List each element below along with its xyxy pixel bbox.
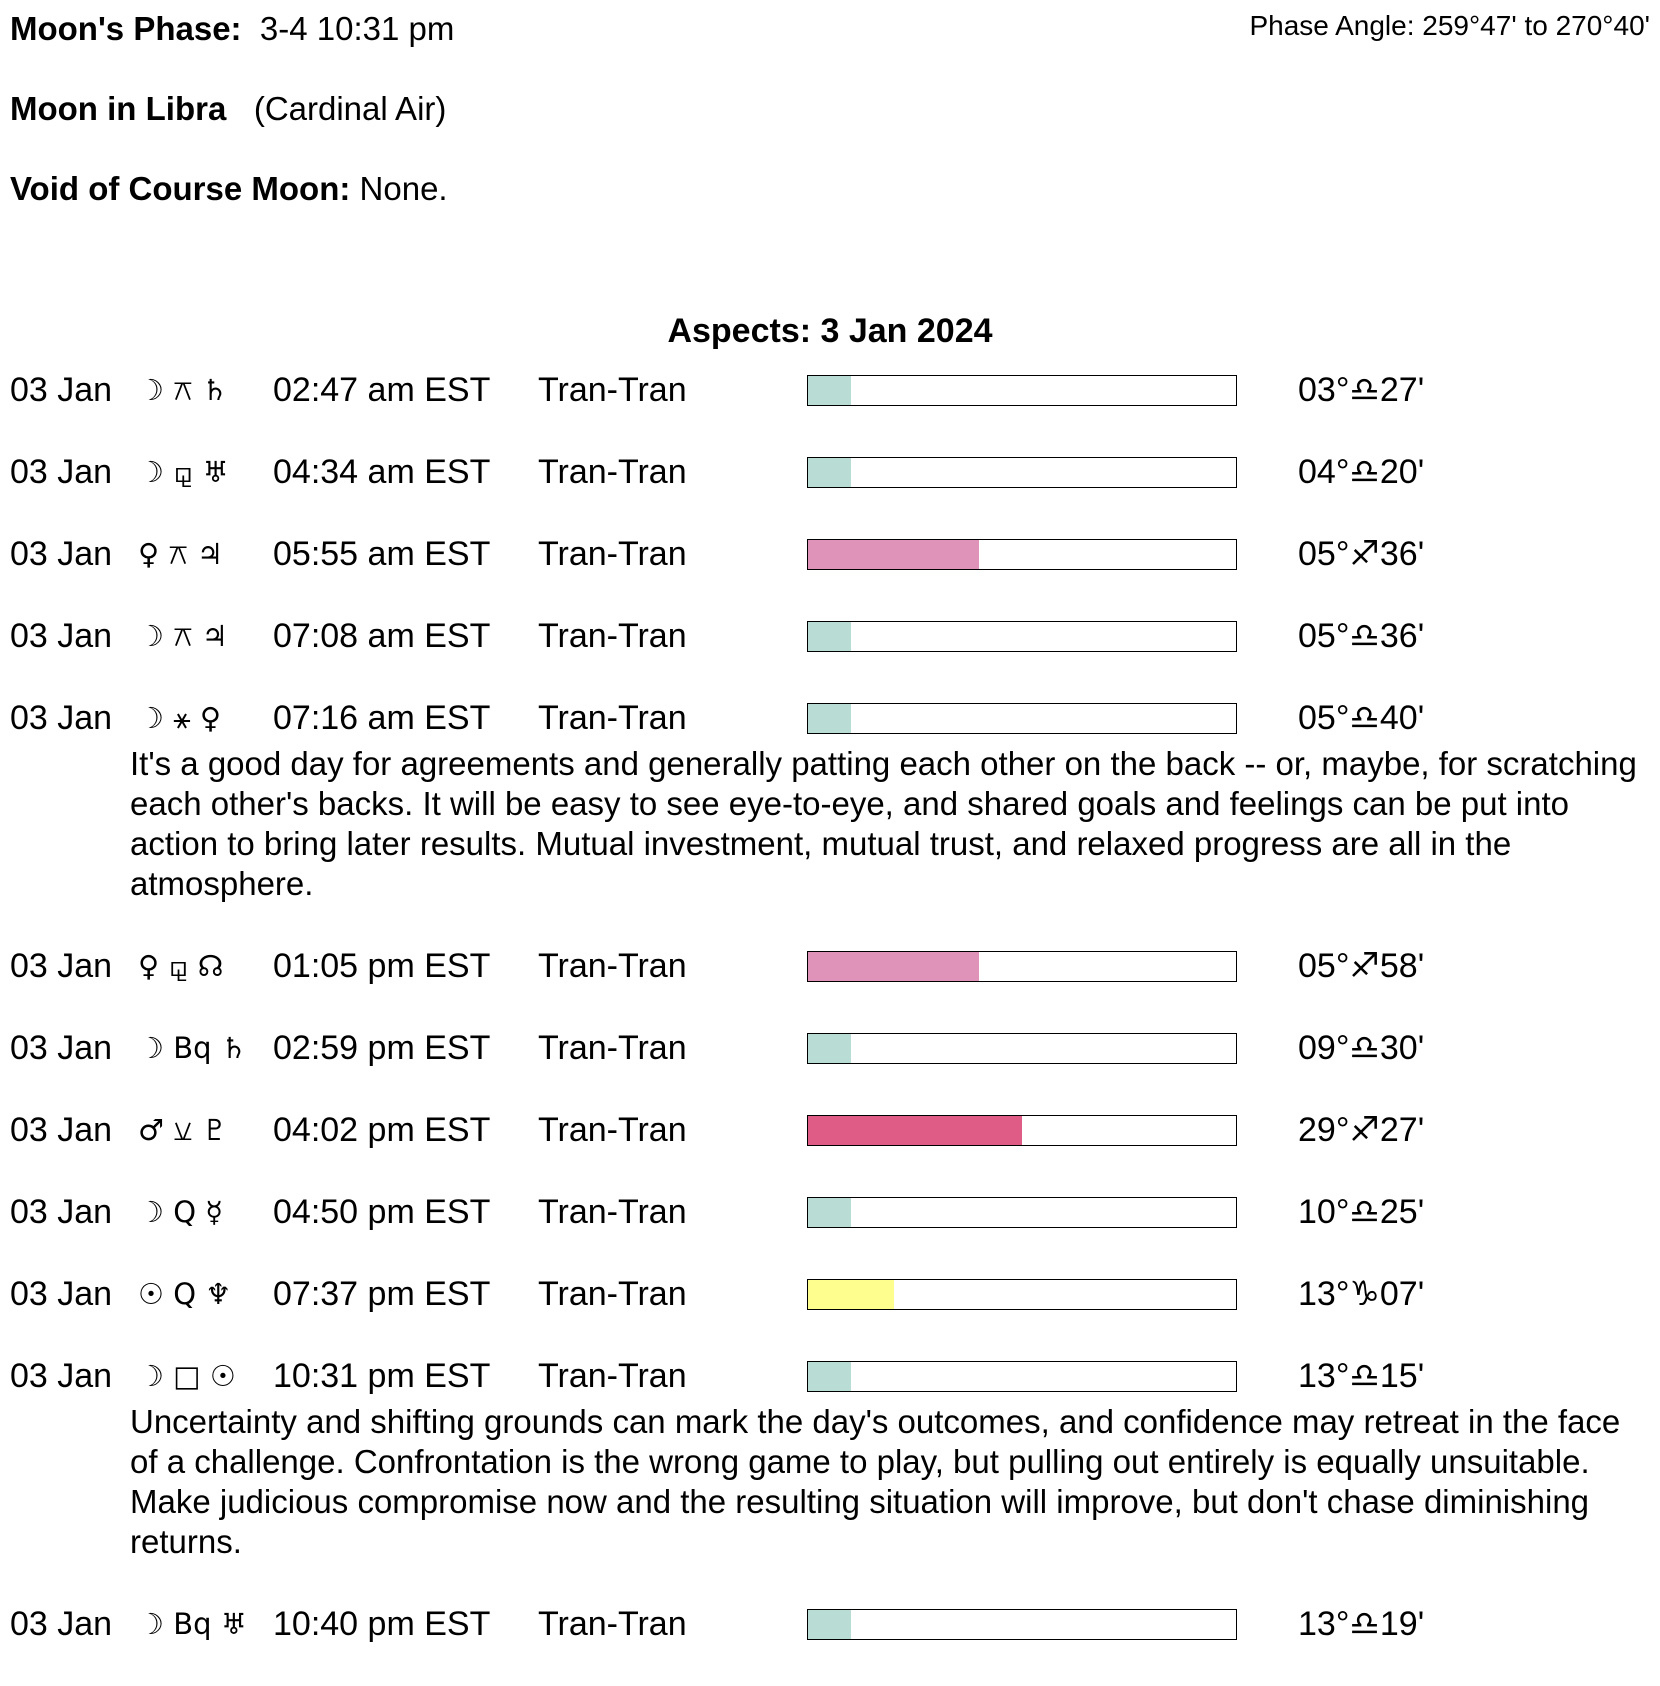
aspect-type: Tran-Tran (538, 947, 687, 985)
moon-sign-label: Moon in Libra (10, 90, 227, 127)
aspect-symbols: ☽ □ ☉ (138, 1359, 236, 1393)
aspect-degree: 13°♎15' (1298, 1357, 1425, 1395)
strength-bar-fill (808, 1034, 851, 1063)
strength-bar-fill (808, 622, 851, 651)
aspect-date: 03 Jan (10, 1357, 113, 1395)
aspect-type: Tran-Tran (538, 1029, 687, 1067)
void-of-course-line (10, 170, 448, 208)
strength-bar-fill (808, 704, 851, 733)
aspect-entry (0, 616, 1660, 656)
aspect-symbols: ☽ ⚹ ♀ (138, 701, 222, 735)
aspect-type: Tran-Tran (538, 617, 687, 655)
aspect-time: 01:05 pm EST (273, 947, 491, 985)
aspects-title (0, 312, 1660, 351)
strength-bar-fill (808, 1116, 1022, 1145)
strength-bar (807, 375, 1237, 406)
aspect-symbols: ☽ Bq ♅ (138, 1607, 247, 1641)
strength-bar (807, 1033, 1237, 1064)
strength-bar-fill (808, 1362, 851, 1391)
aspect-description: Uncertainty and shifting grounds can mark the day's outcomes, and confidence may retreat in the face of a challenge. Confrontation is the wrong game to play, but pulling out entirely is equally unsuitable. Make judicious compromise now and the resulting situation will improve, but don't chase diminishing returns. (130, 1403, 1621, 1560)
aspect-row (0, 370, 1660, 410)
aspect-time: 10:31 pm EST (273, 1357, 491, 1395)
aspect-degree: 05°♐36' (1298, 535, 1425, 573)
strength-bar (807, 1115, 1237, 1146)
aspect-type: Tran-Tran (538, 699, 687, 737)
aspect-type: Tran-Tran (538, 1275, 687, 1313)
strength-bar-fill (808, 376, 851, 405)
aspect-entry (0, 698, 1660, 904)
aspect-date: 03 Jan (10, 1193, 113, 1231)
strength-bar (807, 703, 1237, 734)
aspect-row (0, 1356, 1660, 1396)
aspect-symbols: ☉ Q ♆ (138, 1277, 232, 1311)
aspect-entry (0, 1028, 1660, 1068)
aspect-entry (0, 1356, 1660, 1562)
aspect-symbols: ♀ ⚻ ♃ (138, 537, 223, 571)
aspect-row (0, 616, 1660, 656)
aspect-date: 03 Jan (10, 617, 113, 655)
aspect-time: 02:47 am EST (273, 371, 491, 409)
aspect-degree: 13°♎19' (1298, 1605, 1425, 1643)
aspect-date: 03 Jan (10, 699, 113, 737)
aspect-entry (0, 946, 1660, 986)
aspect-time: 04:02 pm EST (273, 1111, 491, 1149)
aspect-entry (0, 534, 1660, 574)
aspect-degree: 03°♎27' (1298, 371, 1425, 409)
strength-bar (807, 1197, 1237, 1228)
aspect-entry (0, 370, 1660, 410)
strength-bar-fill (808, 1610, 851, 1639)
moon-phase-value: 3-4 10:31 pm (259, 10, 455, 47)
strength-bar-fill (808, 1198, 851, 1227)
aspect-type: Tran-Tran (538, 371, 687, 409)
aspect-date: 03 Jan (10, 535, 113, 573)
aspect-row (0, 1274, 1660, 1314)
aspect-degree: 10°♎25' (1298, 1193, 1425, 1231)
phase-angle: Phase Angle: 259°47' to 270°40' (1249, 10, 1650, 41)
aspect-symbols: ☽ ⚻ ♄ (138, 373, 228, 407)
aspect-entry (0, 1110, 1660, 1150)
strength-bar (807, 951, 1237, 982)
strength-bar-fill (808, 458, 851, 487)
aspect-row (0, 452, 1660, 492)
aspect-row (0, 698, 1660, 738)
strength-bar-fill (808, 540, 979, 569)
aspect-degree: 04°♎20' (1298, 453, 1425, 491)
aspect-symbols: ♂ ⚺ ♇ (138, 1113, 228, 1147)
aspect-time: 07:08 am EST (273, 617, 491, 655)
moon-sign-note: (Cardinal Air) (253, 90, 447, 127)
aspect-degree: 05°♐58' (1298, 947, 1425, 985)
aspect-time: 10:40 pm EST (273, 1605, 491, 1643)
aspect-entry (0, 1604, 1660, 1644)
aspect-degree: 13°♑07' (1298, 1275, 1425, 1313)
aspect-degree: 05°♎36' (1298, 617, 1425, 655)
aspect-date: 03 Jan (10, 1111, 113, 1149)
aspect-symbols: ☽ Bq ♄ (138, 1031, 247, 1065)
aspect-row (0, 1604, 1660, 1644)
moon-phase-line (10, 10, 454, 48)
aspect-degree: 09°♎30' (1298, 1029, 1425, 1067)
aspect-list (0, 370, 1660, 1686)
aspect-symbols: ☽ ⚼ ♅ (138, 455, 229, 489)
aspect-symbols: ♀ ⚼ ☊ (138, 949, 224, 983)
aspect-entry (0, 1192, 1660, 1232)
aspect-row (0, 946, 1660, 986)
aspect-time: 07:37 pm EST (273, 1275, 491, 1313)
moon-phase-label: Moon's Phase: (10, 10, 242, 47)
aspect-date: 03 Jan (10, 453, 113, 491)
strength-bar (807, 621, 1237, 652)
aspect-time: 05:55 am EST (273, 535, 491, 573)
aspect-row (0, 1110, 1660, 1150)
aspect-symbols: ☽ ⚻ ♃ (138, 619, 228, 653)
aspect-date: 03 Jan (10, 371, 113, 409)
aspect-time: 02:59 pm EST (273, 1029, 491, 1067)
aspect-row (0, 534, 1660, 574)
aspect-type: Tran-Tran (538, 453, 687, 491)
strength-bar (807, 457, 1237, 488)
aspect-symbols: ☽ Q ☿ (138, 1195, 224, 1229)
aspect-degree: 05°♎40' (1298, 699, 1425, 737)
strength-bar-fill (808, 1280, 894, 1309)
aspect-type: Tran-Tran (538, 1111, 687, 1149)
strength-bar-fill (808, 952, 979, 981)
strength-bar (807, 1279, 1237, 1310)
strength-bar (807, 539, 1237, 570)
aspect-row (0, 1192, 1660, 1232)
aspect-description: It's a good day for agreements and generally patting each other on the back -- or, maybe, for scratching each other's backs. It will be easy to see eye-to-eye, and shared goals and feelings can be put into action to bring later results. Mutual investment, mutual trust, and relaxed progress are all in the atmosphere. (130, 745, 1637, 902)
aspects-title-text: Aspects: 3 Jan 2024 (667, 312, 993, 350)
aspect-time: 04:50 pm EST (273, 1193, 491, 1231)
aspect-entry (0, 1274, 1660, 1314)
aspect-type: Tran-Tran (538, 1357, 687, 1395)
aspect-row (0, 1028, 1660, 1068)
aspect-date: 03 Jan (10, 1275, 113, 1313)
aspect-type: Tran-Tran (538, 1193, 687, 1231)
voc-label: Void of Course Moon: (10, 170, 351, 207)
aspect-date: 03 Jan (10, 947, 113, 985)
moon-sign-line (10, 90, 446, 128)
strength-bar (807, 1361, 1237, 1392)
aspect-time: 07:16 am EST (273, 699, 491, 737)
aspect-degree: 29°♐27' (1298, 1111, 1425, 1149)
aspect-date: 03 Jan (10, 1605, 113, 1643)
aspect-type: Tran-Tran (538, 1605, 687, 1643)
voc-value: None. (359, 170, 448, 207)
aspect-date: 03 Jan (10, 1029, 113, 1067)
aspect-entry (0, 452, 1660, 492)
aspect-time: 04:34 am EST (273, 453, 491, 491)
aspect-type: Tran-Tran (538, 535, 687, 573)
strength-bar (807, 1609, 1237, 1640)
